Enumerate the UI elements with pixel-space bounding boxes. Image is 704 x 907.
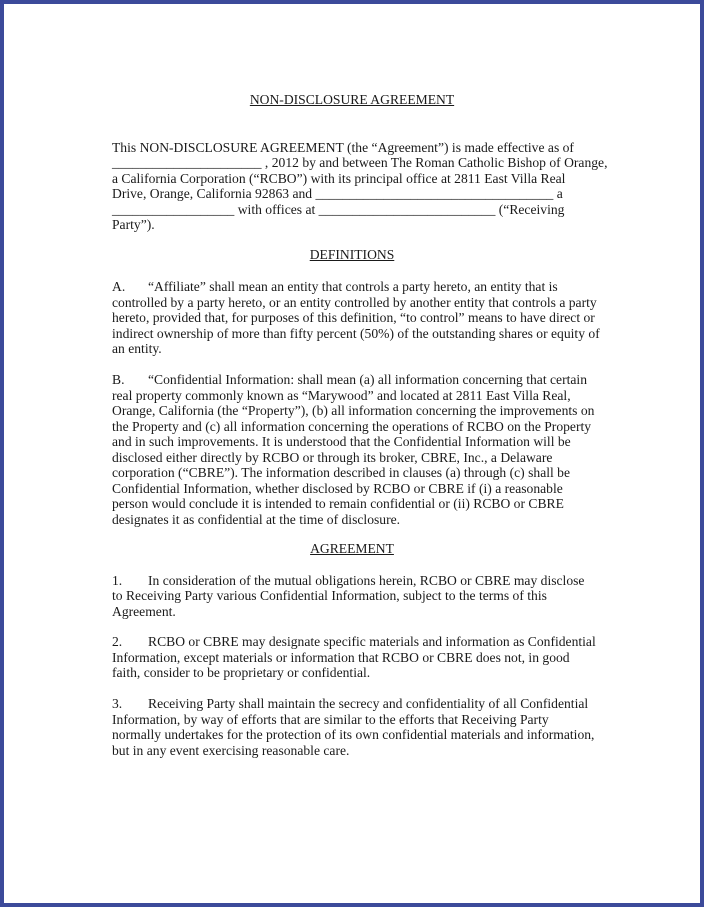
clause-3-marker: 3. <box>112 696 123 711</box>
clause-2-line: faith, consider to be proprietary or confidential. <box>112 665 371 680</box>
definition-a-marker: A. <box>112 279 126 294</box>
definition-b-line: and in such improvements. It is understood that the Confidential Information will be <box>112 434 571 449</box>
intro-line: a California Corporation (“RCBO”) with its principal office at 2811 East Villa Real <box>112 171 566 186</box>
document-title: NON-DISCLOSURE AGREEMENT <box>249 92 455 107</box>
definition-b-line: corporation (“CBRE”). The information described in clauses (a) through (c) shall be <box>112 465 571 480</box>
definition-a-line: A. “Affiliate” shall mean an entity that controls a party hereto, an entity that is <box>112 279 558 294</box>
clause-1-line: 1. In consideration of the mutual obligations herein, RCBO or CBRE may disclose <box>112 573 585 588</box>
clause-1-marker: 1. <box>112 573 123 588</box>
clause-3-line: Information, by way of efforts that are similar to the efforts that Receiving Party <box>112 712 549 727</box>
definition-b-line: Orange, California (the “Property”), (b) all information concerning the improvements on <box>112 403 595 418</box>
definition-a-line: an entity. <box>112 341 162 356</box>
definition-b-line: person would conclude it is intended to remain confidential or (ii) RCBO or CBRE <box>112 496 564 511</box>
clause-2-marker: 2. <box>112 634 123 649</box>
definition-a-line: indirect ownership of more than fifty percent (50%) of the outstanding shares or equity of <box>112 326 600 341</box>
intro-line: Party”). <box>112 217 155 232</box>
definition-b-line: disclosed either directly by RCBO or through its broker, CBRE, Inc., a Delaware <box>112 450 553 465</box>
clause-1-line: Agreement. <box>112 604 176 619</box>
document-page <box>8 8 696 899</box>
intro-line: __________________ with offices at __________________________ (“Receiving <box>112 202 565 217</box>
definitions-heading: DEFINITIONS <box>309 247 395 262</box>
clause-1-line: to Receiving Party various Confidential Information, subject to the terms of this <box>112 588 547 603</box>
definition-b-line: real property commonly known as “Marywood” and located at 2811 East Villa Real, <box>112 388 571 403</box>
definition-b-line: Confidential Information, whether disclosed by RCBO or CBRE if (i) a reasonable <box>112 481 563 496</box>
clause-2-line: 2. RCBO or CBRE may designate specific materials and information as Confidential <box>112 634 596 649</box>
definition-b-line: the Property and (c) all information concerning the operations of RCBO on the Property <box>112 419 592 434</box>
clause-3-line: but in any event exercising reasonable care. <box>112 743 350 758</box>
intro-line: This NON-DISCLOSURE AGREEMENT (the “Agreement”) is made effective as of <box>112 140 574 155</box>
definition-b-marker: B. <box>112 372 125 387</box>
clause-2-line: Information, except materials or information that RCBO or CBRE does not, in good <box>112 650 570 665</box>
clause-3-line: 3. Receiving Party shall maintain the secrecy and confidentiality of all Confidential <box>112 696 589 711</box>
definition-b-line: B. “Confidential Information: shall mean (a) all information concerning that certain <box>112 372 587 387</box>
agreement-heading: AGREEMENT <box>310 541 394 556</box>
definition-b-line: designates it as confidential at the time of disclosure. <box>112 512 401 527</box>
clause-3-line: normally undertakes for the protection of its own confidential materials and information, <box>112 727 595 742</box>
definition-a-line: controlled by a party hereto, or an entity controlled by another entity that controls a party <box>112 295 597 310</box>
intro-line: Drive, Orange, California 92863 and ___________________________________ a <box>112 186 563 201</box>
definition-a-line: hereto, provided that, for purposes of this definition, “to control” means to have direct or <box>112 310 595 325</box>
intro-line: ______________________ , 2012 by and between The Roman Catholic Bishop of Orange, <box>112 155 608 170</box>
